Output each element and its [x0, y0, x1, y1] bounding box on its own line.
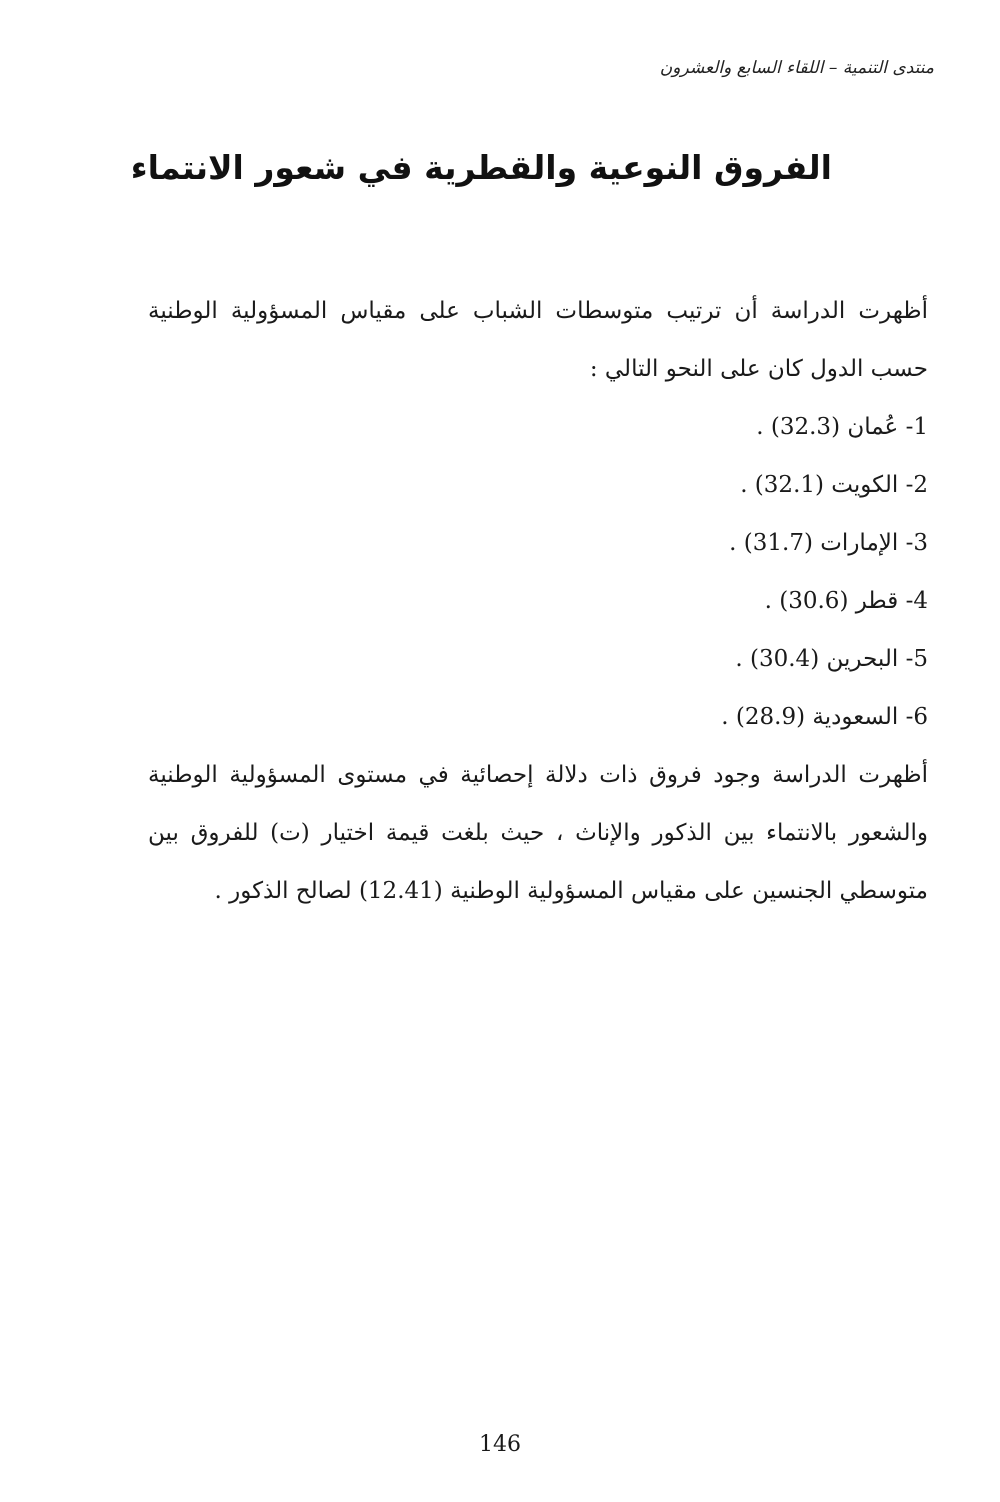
ranking-item-qatar: 4- قطر (30.6) . [764, 588, 928, 614]
ranking-item-uae: 3- الإمارات (31.7) . [729, 530, 928, 556]
country-ranking-list [148, 398, 928, 746]
running-header: منتدى التنمية – اللقاء السابع والعشرون [659, 58, 934, 78]
ranking-item-saudi: 6- السعودية (28.9) . [721, 704, 928, 730]
ranking-item-oman: 1- عُمان (32.3) . [756, 414, 928, 440]
findings-paragraph: أظهرت الدراسة وجود فروق ذات دلالة إحصائية في مستوى المسؤولية الوطنية والشعور بالانتماء بين الذكور والإناث ، حيث بلغت قيمة اختيار (ت) للفروق بين متوسطي الجنسين على مقياس المسؤولية الوطنية (12.41) لصالح الذكور . [148, 762, 928, 904]
intro-paragraph: أظهرت الدراسة أن ترتيب متوسطات الشباب على مقياس المسؤولية الوطنية حسب الدول كان على النحو التالي : [148, 298, 928, 382]
body-content [148, 282, 928, 920]
page-number: 146 [479, 1432, 521, 1457]
ranking-item-bahrain: 5- البحرين (30.4) . [735, 646, 928, 672]
ranking-item-kuwait: 2- الكويت (32.1) . [740, 472, 928, 498]
section-title: الفروق النوعية والقطرية في شعور الانتماء [130, 148, 832, 187]
